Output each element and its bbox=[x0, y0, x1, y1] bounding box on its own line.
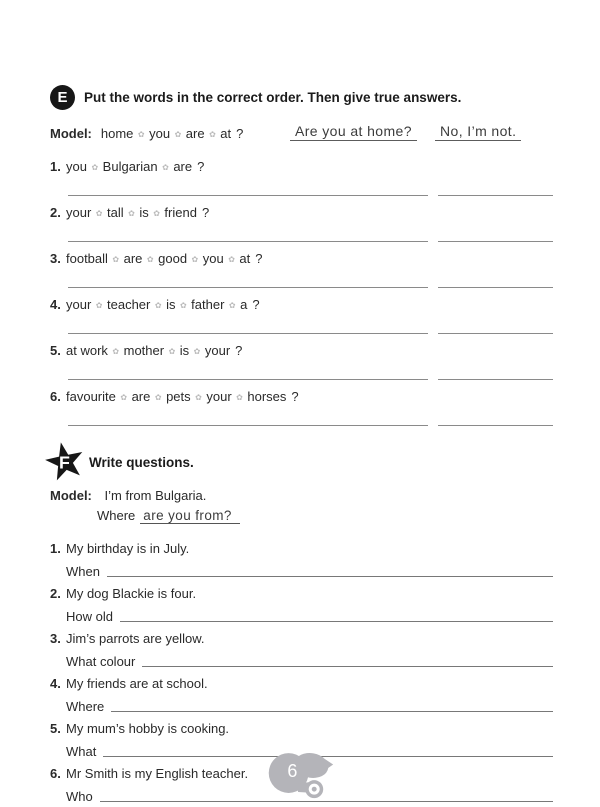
scrambled-question bbox=[50, 343, 553, 359]
scrambled-question bbox=[50, 159, 553, 175]
scramble-word: at bbox=[239, 251, 251, 266]
exercise-e-model-row bbox=[50, 123, 553, 146]
exercise-f-item bbox=[50, 541, 553, 579]
answer-line-question bbox=[68, 239, 428, 242]
scramble-word: pets bbox=[166, 389, 191, 404]
question-mark: ? bbox=[291, 389, 299, 404]
answer-line bbox=[100, 801, 553, 802]
scrambled-question bbox=[50, 389, 553, 405]
flower-separator-icon: ✿ bbox=[137, 129, 145, 139]
question-mark: ? bbox=[201, 205, 210, 220]
statement-text: Jim’s parrots are yellow. bbox=[66, 631, 205, 646]
answer-line-response bbox=[438, 239, 553, 242]
scramble-word: you bbox=[66, 159, 87, 174]
scramble-word: home bbox=[100, 126, 134, 141]
item-number: 3. bbox=[50, 251, 61, 266]
item-number: 4. bbox=[50, 676, 61, 691]
answer-line bbox=[107, 576, 553, 577]
scrambled-words bbox=[66, 251, 263, 266]
scramble-word: favourite bbox=[66, 389, 116, 404]
question-row bbox=[66, 560, 553, 579]
item-number: 5. bbox=[50, 343, 61, 358]
scramble-word: are bbox=[123, 251, 143, 266]
scrambled-question bbox=[50, 251, 553, 267]
scrambled-words bbox=[66, 159, 204, 174]
question-word: What colour bbox=[66, 654, 136, 669]
scramble-word: your bbox=[204, 343, 231, 358]
scramble-word: a bbox=[240, 297, 248, 312]
model-label: Model: bbox=[50, 488, 92, 503]
scramble-word: are bbox=[173, 159, 193, 174]
question-word: Who bbox=[66, 789, 93, 804]
statement-text: My birthday is in July. bbox=[66, 541, 190, 556]
answer-line-question bbox=[68, 377, 428, 380]
answer-lines bbox=[68, 285, 553, 288]
scramble-word: is bbox=[179, 343, 190, 358]
exercise-f-star-badge bbox=[45, 442, 85, 482]
answer-lines bbox=[68, 331, 553, 334]
answer-line-response bbox=[438, 285, 553, 288]
question-row bbox=[66, 650, 553, 669]
answer-line-response bbox=[438, 423, 553, 426]
scrambled-question bbox=[50, 297, 553, 313]
flower-separator-icon: ✿ bbox=[174, 129, 182, 139]
scramble-word: football bbox=[66, 251, 108, 266]
scramble-word: tall bbox=[107, 205, 124, 220]
question-word: How old bbox=[66, 609, 113, 624]
item-number: 1. bbox=[50, 159, 61, 174]
scramble-word: friend bbox=[164, 205, 197, 220]
scramble-word: at bbox=[220, 126, 232, 141]
flower-separator-icon: ✿ bbox=[95, 208, 103, 218]
question-row bbox=[66, 605, 553, 624]
question-mark: ? bbox=[255, 251, 263, 266]
scramble-word: horses bbox=[247, 389, 287, 404]
answer-line bbox=[120, 621, 553, 622]
scrambled-words bbox=[66, 205, 209, 220]
exercise-e-instruction: Put the words in the correct order. Then give true answers. bbox=[84, 90, 462, 105]
answer-line-question bbox=[68, 193, 428, 196]
scramble-word: are bbox=[131, 389, 151, 404]
model-statement: I’m from Bulgaria. bbox=[104, 488, 207, 503]
exercise-e-item bbox=[50, 251, 553, 288]
flower-separator-icon: ✿ bbox=[91, 162, 99, 172]
scramble-word: at work bbox=[66, 343, 108, 358]
question-row bbox=[66, 695, 553, 714]
item-number: 5. bbox=[50, 721, 61, 736]
exercise-e-item bbox=[50, 343, 553, 380]
exercise-e-badge: E bbox=[50, 85, 75, 110]
scramble-word: is bbox=[139, 205, 149, 220]
answer-lines bbox=[68, 239, 553, 242]
statement-line bbox=[50, 631, 553, 646]
scramble-word: your bbox=[66, 205, 92, 220]
exercise-f-model bbox=[50, 488, 553, 523]
scramble-word: are bbox=[185, 126, 205, 141]
page-footer bbox=[0, 747, 600, 801]
model-answer-response: No, I’m not. bbox=[435, 123, 521, 141]
flower-separator-icon: ✿ bbox=[112, 346, 120, 356]
exercise-e-item bbox=[50, 297, 553, 334]
question-mark: ? bbox=[197, 159, 205, 174]
answer-line-response bbox=[438, 331, 553, 334]
exercise-e-section bbox=[50, 85, 553, 426]
exercise-e-item bbox=[50, 205, 553, 242]
scrambled-words bbox=[66, 343, 242, 358]
model-label: Model: bbox=[50, 126, 92, 141]
statement-line bbox=[50, 541, 553, 556]
question-mark: ? bbox=[236, 126, 244, 141]
question-mark: ? bbox=[252, 297, 260, 312]
exercise-e-items bbox=[50, 159, 553, 426]
item-number: 3. bbox=[50, 631, 61, 646]
answer-lines bbox=[68, 193, 553, 196]
answer-lines bbox=[68, 423, 553, 426]
flower-separator-icon: ✿ bbox=[168, 346, 176, 356]
flower-separator-icon: ✿ bbox=[228, 300, 236, 310]
flower-separator-icon: ✿ bbox=[95, 300, 103, 310]
item-number: 6. bbox=[50, 389, 61, 404]
statement-text: My dog Blackie is four. bbox=[66, 586, 197, 601]
page-number: 6 bbox=[287, 760, 298, 781]
chameleon-icon bbox=[264, 747, 336, 801]
flower-separator-icon: ✿ bbox=[154, 392, 162, 402]
exercise-f-header bbox=[50, 442, 553, 482]
statement-text: My friends are at school. bbox=[66, 676, 208, 691]
flower-separator-icon: ✿ bbox=[128, 208, 135, 218]
model-scrambled-words bbox=[101, 126, 243, 141]
flower-separator-icon: ✿ bbox=[162, 162, 169, 172]
flower-separator-icon: ✿ bbox=[146, 254, 154, 264]
statement-line bbox=[50, 676, 553, 691]
scrambled-words bbox=[66, 389, 299, 404]
flower-separator-icon: ✿ bbox=[195, 392, 202, 402]
question-mark: ? bbox=[235, 343, 243, 358]
exercise-f-item bbox=[50, 586, 553, 624]
answer-line bbox=[111, 711, 553, 712]
scramble-word: you bbox=[202, 251, 224, 266]
scramble-word: you bbox=[149, 126, 171, 141]
flower-separator-icon: ✿ bbox=[228, 254, 235, 264]
scramble-word: Bulgarian bbox=[102, 159, 158, 174]
item-number: 6. bbox=[50, 766, 61, 781]
flower-separator-icon: ✿ bbox=[191, 254, 199, 264]
answer-line-response bbox=[438, 193, 553, 196]
model-question-word: Where bbox=[97, 508, 136, 523]
exercise-e-item bbox=[50, 159, 553, 196]
flower-separator-icon: ✿ bbox=[236, 392, 243, 402]
item-number: 1. bbox=[50, 541, 61, 556]
answer-line-question bbox=[68, 331, 428, 334]
exercise-f-item bbox=[50, 676, 553, 714]
statement-text: My mum’s hobby is cooking. bbox=[66, 721, 230, 736]
model-handwritten-answer: are you from? bbox=[140, 508, 240, 524]
question-word: When bbox=[66, 564, 100, 579]
model-answer-question: Are you at home? bbox=[290, 123, 417, 141]
flower-separator-icon: ✿ bbox=[193, 346, 201, 356]
answer-line-response bbox=[438, 377, 553, 380]
statement-line bbox=[50, 586, 553, 601]
statement-text: Mr Smith is my English teacher. bbox=[66, 766, 249, 781]
item-number: 2. bbox=[50, 205, 61, 220]
statement-line bbox=[50, 721, 553, 736]
exercise-e-header bbox=[50, 85, 553, 110]
scramble-word: good bbox=[158, 251, 188, 266]
scramble-word: teacher bbox=[107, 297, 151, 312]
flower-separator-icon: ✿ bbox=[112, 254, 120, 264]
item-number: 4. bbox=[50, 297, 61, 312]
question-word: What bbox=[66, 744, 97, 759]
exercise-f-item bbox=[50, 631, 553, 669]
exercise-f-badge-letter: F bbox=[59, 452, 70, 473]
answer-line bbox=[142, 666, 553, 667]
answer-lines bbox=[68, 377, 553, 380]
exercise-e-item bbox=[50, 389, 553, 426]
flower-separator-icon: ✿ bbox=[209, 129, 216, 139]
flower-separator-icon: ✿ bbox=[120, 392, 128, 402]
scramble-word: your bbox=[66, 297, 92, 312]
flower-separator-icon: ✿ bbox=[154, 300, 162, 310]
exercise-f-instruction: Write questions. bbox=[89, 454, 194, 470]
scramble-word: your bbox=[206, 389, 232, 404]
scramble-word: father bbox=[191, 297, 225, 312]
scramble-word: is bbox=[166, 297, 176, 312]
flower-separator-icon: ✿ bbox=[179, 300, 187, 310]
scrambled-question bbox=[50, 205, 553, 221]
scrambled-words bbox=[66, 297, 260, 312]
flower-separator-icon: ✿ bbox=[153, 208, 160, 218]
question-word: Where bbox=[66, 699, 105, 714]
scramble-word: mother bbox=[123, 343, 165, 358]
answer-line-question bbox=[68, 285, 428, 288]
answer-line-question bbox=[68, 423, 428, 426]
item-number: 2. bbox=[50, 586, 61, 601]
